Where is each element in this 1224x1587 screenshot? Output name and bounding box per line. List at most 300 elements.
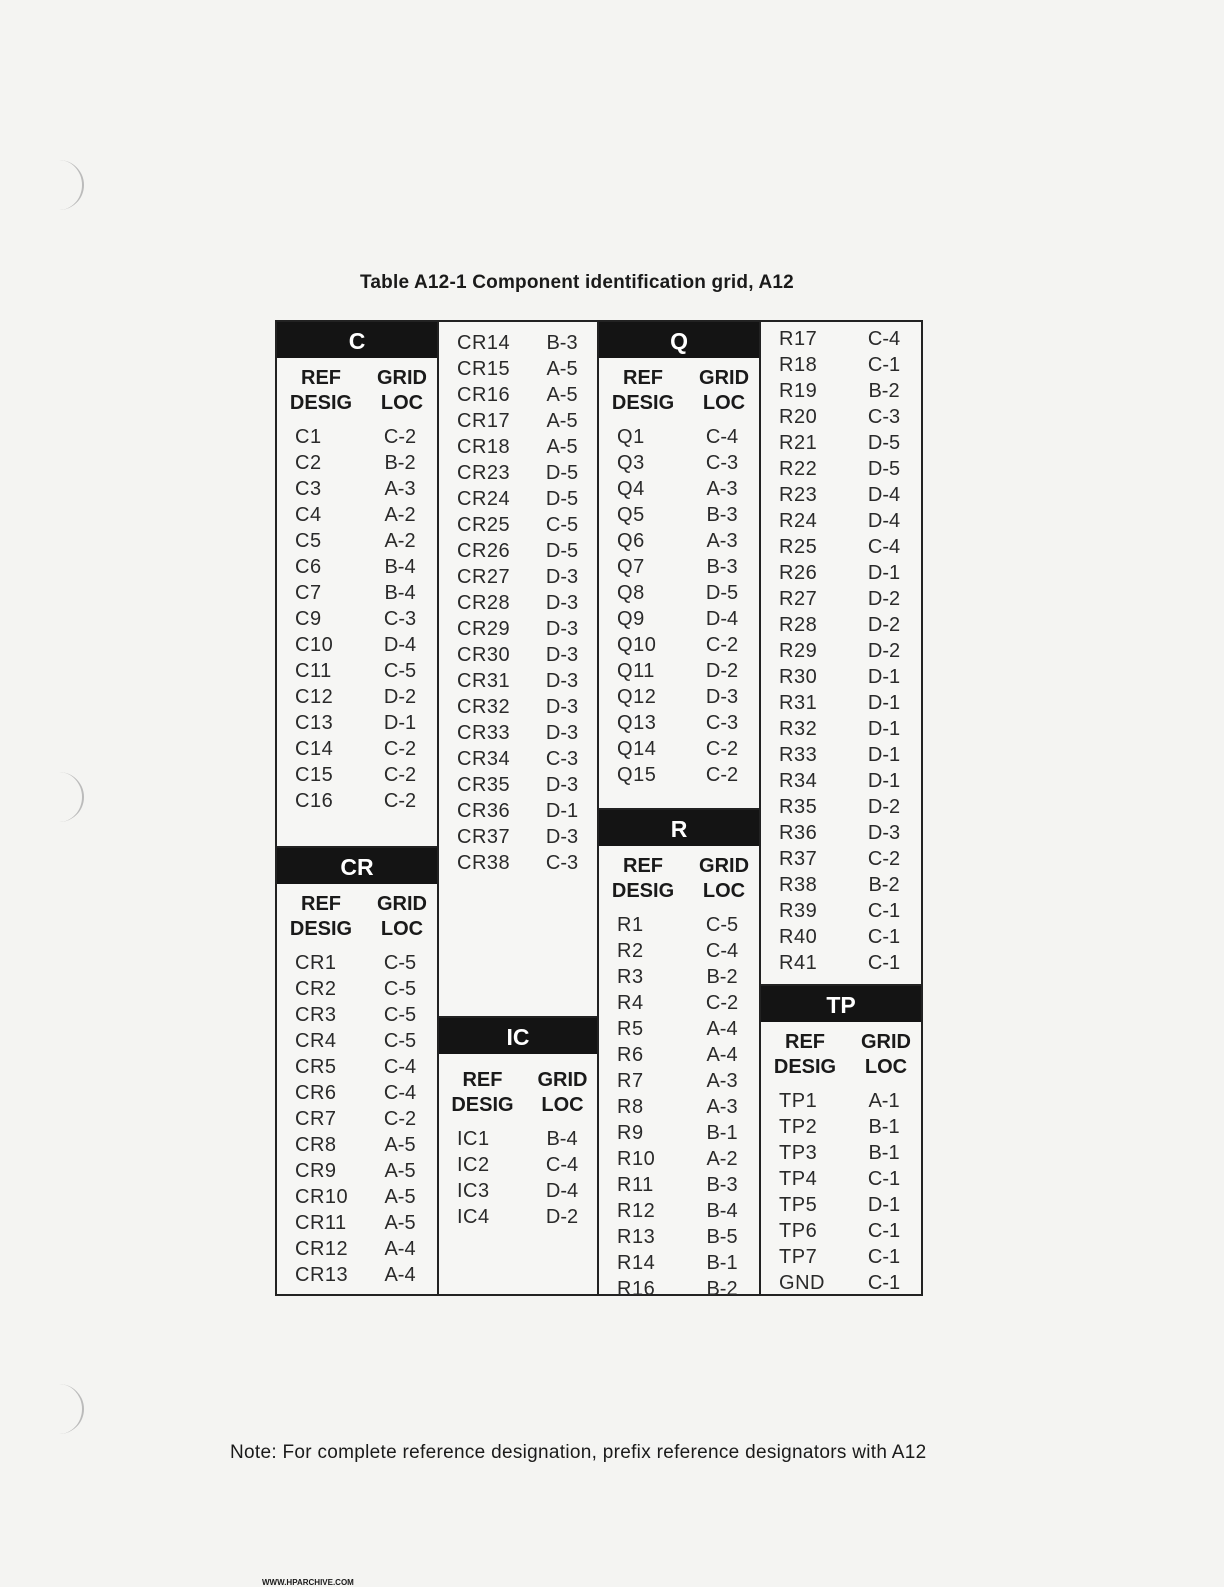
ref-desig: Q6: [617, 530, 645, 552]
table-row: [439, 356, 597, 382]
ref-desig: R27: [779, 588, 818, 610]
rows-tp: [761, 1084, 921, 1296]
ref-desig: GND: [779, 1272, 825, 1294]
grid-loc: D-2: [867, 640, 901, 662]
ref-desig-heading: [283, 892, 359, 942]
source-watermark: WWW.HPARCHIVE.COM: [262, 1578, 354, 1587]
table-row: [439, 668, 597, 694]
table-row: [761, 742, 921, 768]
table-row: [439, 694, 597, 720]
grid-loc: A-5: [384, 1186, 416, 1208]
heading-line: DESIG: [611, 880, 675, 902]
heading-line: DESIG: [289, 918, 353, 940]
grid-loc: C-5: [383, 660, 417, 682]
table-title: Table A12-1 Component identification grid, A12: [360, 272, 794, 293]
grid-loc: C-5: [383, 1004, 417, 1026]
grid-loc-heading: [530, 1068, 595, 1118]
heading-line: GRID: [861, 1031, 911, 1053]
table-row: [761, 456, 921, 482]
table-row: [277, 684, 437, 710]
grid-loc: C-2: [705, 738, 739, 760]
ref-desig: R36: [779, 822, 818, 844]
grid-loc: D-1: [545, 800, 579, 822]
ref-desig: CR12: [295, 1238, 349, 1260]
grid-loc: D-2: [867, 614, 901, 636]
table-row: [761, 690, 921, 716]
table-row: [761, 352, 921, 378]
grid-loc: C-3: [867, 406, 901, 428]
grid-loc: C-1: [867, 354, 901, 376]
table-row: [439, 850, 597, 876]
grid-loc: C-4: [867, 328, 901, 350]
ref-desig: CR15: [457, 358, 511, 380]
heading-line: LOC: [864, 1056, 908, 1078]
ref-desig: CR16: [457, 384, 511, 406]
table-row: [761, 1114, 921, 1140]
column-headings: [599, 846, 759, 908]
ref-desig: CR13: [295, 1264, 349, 1286]
grid-loc: C-1: [867, 1272, 901, 1294]
ref-desig: R38: [779, 874, 818, 896]
table-row: [599, 1250, 759, 1276]
heading-line: REF: [462, 1069, 503, 1091]
ref-desig: IC3: [457, 1180, 490, 1202]
grid-loc: A-2: [706, 1148, 738, 1170]
ref-desig: CR38: [457, 852, 511, 874]
heading-line: LOC: [541, 1094, 584, 1116]
rows-c: [277, 420, 437, 814]
heading-line: REF: [301, 367, 341, 389]
table-row: [761, 872, 921, 898]
ref-desig: R20: [779, 406, 818, 428]
ref-desig: R32: [779, 718, 818, 740]
grid-loc: A-4: [384, 1264, 416, 1286]
grid-loc-heading: [369, 892, 435, 942]
ref-desig: C16: [295, 790, 334, 812]
column-headings: [277, 358, 437, 420]
ref-desig: R7: [617, 1070, 644, 1092]
heading-line: LOC: [702, 880, 746, 902]
ref-desig: CR6: [295, 1082, 337, 1104]
heading-line: LOC: [702, 392, 746, 414]
grid-loc: C-3: [545, 852, 579, 874]
ref-desig: Q10: [617, 634, 657, 656]
ref-desig: C15: [295, 764, 334, 786]
grid-loc: B-2: [868, 380, 900, 402]
grid-loc: D-4: [867, 484, 901, 506]
grid-loc: C-3: [705, 712, 739, 734]
grid-loc: D-1: [867, 1194, 901, 1216]
grid-loc: A-3: [706, 478, 738, 500]
table-row: [439, 616, 597, 642]
ref-desig-heading: [445, 1068, 520, 1118]
grid-loc: D-5: [545, 540, 579, 562]
ref-desig: CR30: [457, 644, 511, 666]
footnote: Note: For complete reference designation, prefix reference designators with A12: [230, 1442, 927, 1463]
heading-line: DESIG: [611, 392, 675, 414]
table-row: [761, 560, 921, 586]
grid-loc: D-4: [867, 510, 901, 532]
ref-desig: CR14: [457, 332, 511, 354]
grid-loc: C-4: [383, 1056, 417, 1078]
table-row: [277, 580, 437, 606]
ref-desig: C2: [295, 452, 322, 474]
ref-desig: R12: [617, 1200, 656, 1222]
ref-desig: CR2: [295, 978, 337, 1000]
table-row: [599, 964, 759, 990]
table-row: [599, 1146, 759, 1172]
ref-desig: CR7: [295, 1108, 337, 1130]
ref-desig: C1: [295, 426, 322, 448]
grid-loc: B-2: [706, 1278, 738, 1300]
table-row: [439, 1204, 597, 1230]
ref-desig: Q7: [617, 556, 645, 578]
table-row: [277, 1236, 437, 1262]
ref-desig: TP2: [779, 1116, 818, 1138]
ref-desig: R5: [617, 1018, 644, 1040]
ref-desig: CR25: [457, 514, 511, 536]
grid-loc: B-3: [706, 1174, 738, 1196]
table-row: [439, 772, 597, 798]
table-row: [277, 1002, 437, 1028]
table-row: [761, 1218, 921, 1244]
grid-loc: A-3: [384, 478, 416, 500]
column-4: [761, 322, 921, 1294]
ref-desig: C7: [295, 582, 322, 604]
table-row: [761, 898, 921, 924]
table-row: [277, 788, 437, 814]
binder-hole: [52, 1384, 84, 1434]
table-row: [761, 404, 921, 430]
ref-desig: R1: [617, 914, 644, 936]
ref-desig: CR26: [457, 540, 511, 562]
table-row: [439, 330, 597, 356]
grid-loc: B-3: [546, 332, 578, 354]
table-row: [439, 1152, 597, 1178]
ref-desig: R4: [617, 992, 644, 1014]
ref-desig: R6: [617, 1044, 644, 1066]
ref-desig: R37: [779, 848, 818, 870]
ref-desig: C12: [295, 686, 334, 708]
ref-desig: CR18: [457, 436, 511, 458]
grid-loc: B-1: [868, 1116, 900, 1138]
ref-desig: TP4: [779, 1168, 818, 1190]
ref-desig: R24: [779, 510, 818, 532]
ref-desig-heading: [283, 366, 359, 416]
ref-desig: Q4: [617, 478, 645, 500]
component-grid-table: [275, 320, 923, 1300]
ref-desig: CR27: [457, 566, 511, 588]
ref-desig: R35: [779, 796, 818, 818]
grid-loc: C-5: [705, 914, 739, 936]
rows-q: [599, 420, 759, 788]
table-row: [439, 408, 597, 434]
ref-desig: R14: [617, 1252, 656, 1274]
ref-desig: CR36: [457, 800, 511, 822]
grid-loc: A-5: [546, 384, 578, 406]
grid-loc: C-2: [705, 764, 739, 786]
ref-desig: Q8: [617, 582, 645, 604]
grid-loc: D-4: [545, 1180, 579, 1202]
heading-line: LOC: [380, 392, 424, 414]
ref-desig: Q14: [617, 738, 657, 760]
grid-loc: C-1: [867, 900, 901, 922]
ref-desig: Q13: [617, 712, 657, 734]
section-header-q: Q: [599, 322, 759, 358]
column-3: [599, 322, 761, 1300]
grid-loc: C-5: [383, 978, 417, 1000]
grid-loc: D-3: [867, 822, 901, 844]
grid-loc: D-2: [867, 588, 901, 610]
grid-loc: C-2: [867, 848, 901, 870]
grid-loc: C-5: [545, 514, 579, 536]
table-row: [277, 1158, 437, 1184]
ref-desig: CR23: [457, 462, 511, 484]
grid-loc: B-1: [706, 1122, 738, 1144]
grid-loc: D-2: [383, 686, 417, 708]
grid-loc: C-1: [867, 926, 901, 948]
grid-loc: C-2: [383, 1108, 417, 1130]
ref-desig: C4: [295, 504, 322, 526]
table-row: [277, 736, 437, 762]
ref-desig: C3: [295, 478, 322, 500]
table-row: [277, 606, 437, 632]
table-row: [277, 710, 437, 736]
table-row: [761, 1166, 921, 1192]
rows-ic: [439, 1122, 597, 1230]
grid-loc: C-2: [705, 634, 739, 656]
table-row: [277, 632, 437, 658]
ref-desig: R9: [617, 1122, 644, 1144]
section-tp: [761, 984, 921, 1296]
heading-line: LOC: [380, 918, 424, 940]
rows-cr: [277, 946, 437, 1288]
grid-loc: C-1: [867, 952, 901, 974]
grid-loc: B-1: [706, 1252, 738, 1274]
ref-desig: Q11: [617, 660, 655, 682]
grid-loc: A-5: [546, 436, 578, 458]
grid-loc: D-3: [545, 644, 579, 666]
section-header-ic: IC: [439, 1018, 597, 1054]
section-header-c: C: [277, 322, 437, 358]
grid-loc: D-5: [867, 432, 901, 454]
table-row: [439, 746, 597, 772]
ref-desig: R40: [779, 926, 818, 948]
section-ic: [439, 1016, 597, 1230]
grid-loc: C-3: [705, 452, 739, 474]
table-row: [439, 564, 597, 590]
table-row: [761, 534, 921, 560]
rows-cr-continued: [439, 322, 597, 876]
table-row: [761, 1270, 921, 1296]
table-row: [761, 716, 921, 742]
grid-loc: D-5: [545, 488, 579, 510]
table-row: [761, 846, 921, 872]
ref-desig: CR32: [457, 696, 511, 718]
table-row: [599, 912, 759, 938]
grid-loc-heading: [691, 854, 757, 904]
grid-loc: D-1: [383, 712, 417, 734]
ref-desig: R19: [779, 380, 818, 402]
table-row: [599, 424, 759, 450]
table-row: [277, 424, 437, 450]
table-row: [277, 554, 437, 580]
table-row: [439, 1178, 597, 1204]
rows-r-continued: [761, 322, 921, 976]
ref-desig: CR24: [457, 488, 511, 510]
ref-desig: CR29: [457, 618, 511, 640]
grid-loc: D-3: [545, 722, 579, 744]
table-row: [599, 710, 759, 736]
ref-desig: C11: [295, 660, 332, 682]
ref-desig: TP6: [779, 1220, 818, 1242]
ref-desig: R28: [779, 614, 818, 636]
grid-loc: C-4: [867, 536, 901, 558]
table-row: [761, 430, 921, 456]
ref-desig: R22: [779, 458, 818, 480]
grid-loc: D-2: [545, 1206, 579, 1228]
ref-desig: CR11: [295, 1212, 347, 1234]
ref-desig: R18: [779, 354, 818, 376]
grid-loc: A-3: [706, 530, 738, 552]
column-headings: [277, 884, 437, 946]
ref-desig: C13: [295, 712, 334, 734]
column-headings: [761, 1022, 921, 1084]
grid-loc-heading: [691, 366, 757, 416]
grid-loc: A-5: [384, 1212, 416, 1234]
grid-loc: C-2: [383, 738, 417, 760]
table-row: [599, 528, 759, 554]
heading-line: DESIG: [289, 392, 353, 414]
section-q: [599, 322, 759, 788]
ref-desig: CR4: [295, 1030, 337, 1052]
ref-desig: R10: [617, 1148, 656, 1170]
table-row: [439, 590, 597, 616]
ref-desig: C14: [295, 738, 334, 760]
grid-loc: D-3: [545, 826, 579, 848]
ref-desig: R41: [779, 952, 818, 974]
table-row: [761, 664, 921, 690]
ref-desig: C10: [295, 634, 334, 656]
ref-desig: TP3: [779, 1142, 818, 1164]
table-row: [599, 1224, 759, 1250]
table-row: [599, 606, 759, 632]
heading-line: REF: [623, 855, 664, 877]
table-row: [761, 326, 921, 352]
grid-loc: A-2: [384, 530, 416, 552]
grid-loc: C-4: [705, 426, 739, 448]
ref-desig: CR1: [295, 952, 337, 974]
section-header-tp: TP: [761, 986, 921, 1022]
ref-desig: CR5: [295, 1056, 337, 1078]
column-1: [277, 322, 439, 1294]
table-row: [277, 976, 437, 1002]
table-row: [761, 586, 921, 612]
table-row: [277, 1184, 437, 1210]
grid-loc: B-4: [546, 1128, 578, 1150]
grid-loc: D-1: [867, 744, 901, 766]
table-row: [599, 1198, 759, 1224]
table-row: [761, 768, 921, 794]
grid-loc: A-3: [706, 1070, 738, 1092]
grid-loc: D-2: [705, 660, 739, 682]
table-row: [439, 720, 597, 746]
table-row: [277, 950, 437, 976]
grid-loc: D-1: [867, 692, 901, 714]
table-row: [761, 1192, 921, 1218]
column-headings: [599, 358, 759, 420]
heading-line: DESIG: [773, 1056, 837, 1078]
table-row: [599, 736, 759, 762]
ref-desig: TP1: [779, 1090, 818, 1112]
ref-desig: TP7: [779, 1246, 818, 1268]
grid-loc: C-1: [867, 1220, 901, 1242]
grid-loc-heading: [369, 366, 435, 416]
table-row: [277, 450, 437, 476]
grid-loc: C-1: [867, 1246, 901, 1268]
table-row: [599, 554, 759, 580]
grid-loc: D-4: [383, 634, 417, 656]
ref-desig: Q1: [617, 426, 645, 448]
grid-loc: D-3: [545, 774, 579, 796]
ref-desig: R39: [779, 900, 818, 922]
section-r: [599, 808, 759, 1302]
table-row: [599, 684, 759, 710]
binder-hole: [52, 772, 84, 822]
table-row: [439, 538, 597, 564]
column-2: [439, 322, 599, 1294]
grid-loc: A-2: [384, 504, 416, 526]
ref-desig: CR10: [295, 1186, 349, 1208]
table-row: [761, 1244, 921, 1270]
grid-loc: B-2: [706, 966, 738, 988]
table-row: [599, 762, 759, 788]
ref-desig: C9: [295, 608, 322, 630]
table-row: [599, 938, 759, 964]
section-r-continued: [761, 322, 921, 976]
table-row: [599, 1094, 759, 1120]
ref-desig: R34: [779, 770, 818, 792]
grid-loc: C-5: [383, 1030, 417, 1052]
ref-desig: R29: [779, 640, 818, 662]
ref-desig: CR9: [295, 1160, 337, 1182]
ref-desig: R2: [617, 940, 644, 962]
ref-desig: R8: [617, 1096, 644, 1118]
ref-desig: R13: [617, 1226, 656, 1248]
ref-desig: R3: [617, 966, 644, 988]
ref-desig: R16: [617, 1278, 656, 1300]
grid-loc: A-5: [546, 358, 578, 380]
grid-loc: B-4: [384, 556, 416, 578]
table-row: [599, 632, 759, 658]
table-row: [439, 642, 597, 668]
ref-desig: R31: [779, 692, 818, 714]
table-row: [761, 482, 921, 508]
ref-desig: Q5: [617, 504, 645, 526]
grid-loc: D-3: [545, 670, 579, 692]
heading-line: DESIG: [451, 1094, 514, 1116]
table-row: [761, 924, 921, 950]
section-cr-continued: [439, 322, 597, 876]
table-row: [599, 450, 759, 476]
grid-loc: B-3: [706, 504, 738, 526]
table-row: [277, 1210, 437, 1236]
grid-loc: D-2: [867, 796, 901, 818]
table-row: [599, 1120, 759, 1146]
table-row: [277, 1106, 437, 1132]
table-row: [439, 486, 597, 512]
ref-desig: Q15: [617, 764, 657, 786]
